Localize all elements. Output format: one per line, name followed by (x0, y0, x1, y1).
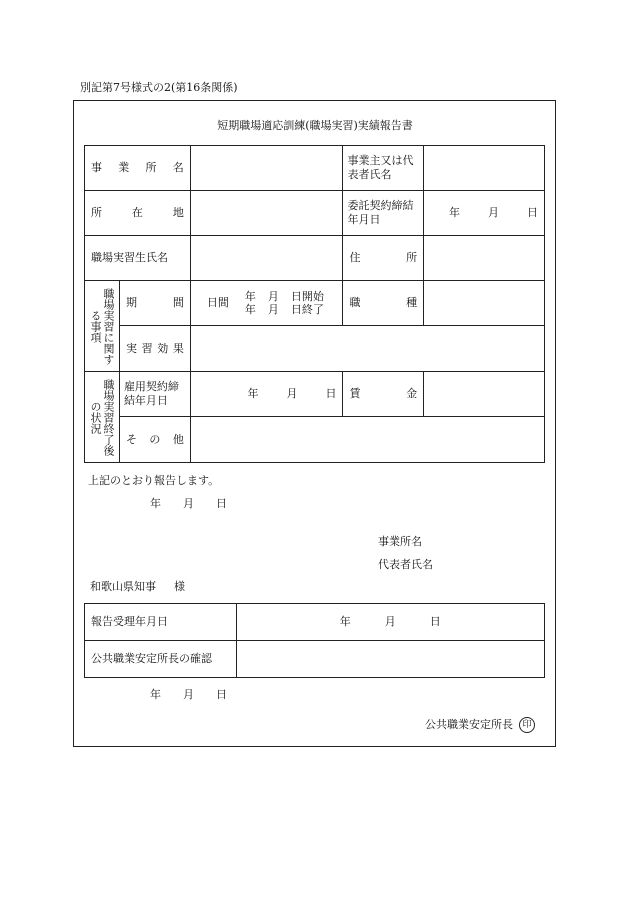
received-day: 日 (429, 615, 441, 628)
owner-name-label (343, 146, 424, 191)
start-year: 年 (244, 290, 256, 303)
end-month: 月 (267, 303, 279, 316)
group2-label: 職場実習終了後の状況 (88, 378, 115, 456)
label-char: 果 (172, 341, 184, 355)
employment-date-label (119, 372, 190, 417)
contract-year: 年 (449, 206, 460, 219)
label-char: 他 (172, 432, 184, 446)
effect-label (119, 326, 190, 372)
confirmation-label (85, 641, 237, 678)
addressee-name: 和歌山県知事 (90, 580, 156, 593)
employ-label-line2: 結年月日 (123, 394, 168, 407)
employ-label-line1: 雇用契約締 (123, 380, 179, 393)
label-char: 職 (349, 296, 361, 309)
addressee-suffix: 様 (174, 580, 185, 593)
bottom-month: 月 (183, 688, 194, 701)
label-char: 実 (125, 341, 137, 355)
period-label (119, 281, 190, 326)
contract-day: 日 (527, 206, 538, 219)
report-table (84, 145, 545, 463)
trainee-name-field[interactable] (190, 236, 343, 281)
received-label-text: 報告受理年月日 (91, 615, 168, 628)
label-char: 金 (406, 387, 418, 400)
address-label (85, 191, 191, 236)
report-statement: 上記のとおり報告します。 (88, 474, 220, 487)
label-char: 事 (91, 161, 102, 174)
report-year: 年 (150, 497, 161, 510)
label-char: 効 (157, 341, 169, 355)
trainee-label-text: 職場実習生氏名 (91, 251, 168, 264)
seal-icon: 印 (519, 717, 535, 733)
employment-date-field[interactable] (190, 372, 343, 417)
label-char: 所 (145, 161, 157, 174)
confirmation-field[interactable] (236, 641, 544, 678)
label-char: 賃 (349, 387, 361, 400)
contract-label-line1: 委託契約締結 (347, 199, 414, 212)
label-char: 種 (406, 296, 418, 309)
contract-month: 月 (488, 206, 499, 219)
wage-field[interactable] (424, 372, 545, 417)
label-char: 在 (131, 206, 143, 219)
end-year: 年 (244, 303, 256, 316)
start-month: 月 (267, 290, 279, 303)
address-field[interactable] (190, 191, 343, 236)
label-char: 地 (172, 206, 184, 219)
label-char: 名 (172, 161, 184, 174)
addressee (90, 580, 185, 594)
effect-field[interactable] (190, 326, 544, 372)
received-date-field[interactable] (236, 604, 544, 641)
employ-year: 年 (247, 387, 259, 400)
report-day: 日 (216, 497, 227, 510)
other-field[interactable] (190, 417, 544, 463)
stamp-area (425, 717, 535, 733)
period-days: 日間 (206, 296, 229, 309)
bottom-day: 日 (216, 688, 227, 701)
employ-month: 月 (286, 387, 298, 400)
receipt-table (84, 603, 545, 678)
contract-date-label (343, 191, 424, 236)
owner-label-line2: 表者氏名 (347, 168, 392, 181)
group-after-training (85, 372, 120, 463)
confirm-label-text: 公共職業安定所長の確認 (91, 652, 212, 665)
job-field[interactable] (424, 281, 545, 326)
stamp-title: 公共職業安定所長 (425, 718, 513, 731)
report-month: 月 (183, 497, 194, 510)
group1-label: 職場実習に関する事項 (88, 287, 115, 365)
label-char: 間 (172, 296, 184, 309)
residence-field[interactable] (424, 236, 545, 281)
label-char: 期 (125, 296, 137, 309)
group-training-matters (85, 281, 120, 372)
end-day: 日終了 (290, 303, 324, 316)
job-label (343, 281, 424, 326)
owner-name-field[interactable] (424, 146, 545, 191)
employ-day: 日 (325, 387, 337, 400)
form-number: 別記第7号様式の2(第16条関係) (80, 81, 238, 94)
office-name-label (85, 146, 191, 191)
label-char: そ (125, 432, 137, 446)
contract-label-line2: 年月日 (347, 213, 381, 226)
bottom-date (150, 688, 227, 702)
owner-label-line1: 事業主又は代 (347, 154, 414, 167)
label-char: 住 (349, 251, 361, 264)
office-name-signature-label: 事業所名 (378, 535, 422, 548)
form-title: 短期職場適応訓練(職場実習)実績報告書 (217, 119, 413, 132)
report-date (150, 497, 227, 511)
other-label (119, 417, 190, 463)
received-year: 年 (339, 615, 351, 628)
residence-label (343, 236, 424, 281)
office-name-field[interactable] (190, 146, 343, 191)
wage-label (343, 372, 424, 417)
bottom-year: 年 (150, 688, 161, 701)
start-day: 日開始 (290, 290, 324, 303)
label-char: 所 (91, 206, 102, 219)
label-char: 業 (118, 161, 130, 174)
contract-date-field[interactable] (424, 191, 545, 236)
representative-signature-label: 代表者氏名 (378, 558, 433, 571)
label-char: 習 (141, 341, 153, 355)
trainee-name-label (85, 236, 191, 281)
label-char: 所 (406, 251, 418, 264)
received-date-label (85, 604, 237, 641)
label-char: の (149, 432, 161, 446)
received-month: 月 (384, 615, 396, 628)
period-field[interactable] (190, 281, 343, 326)
